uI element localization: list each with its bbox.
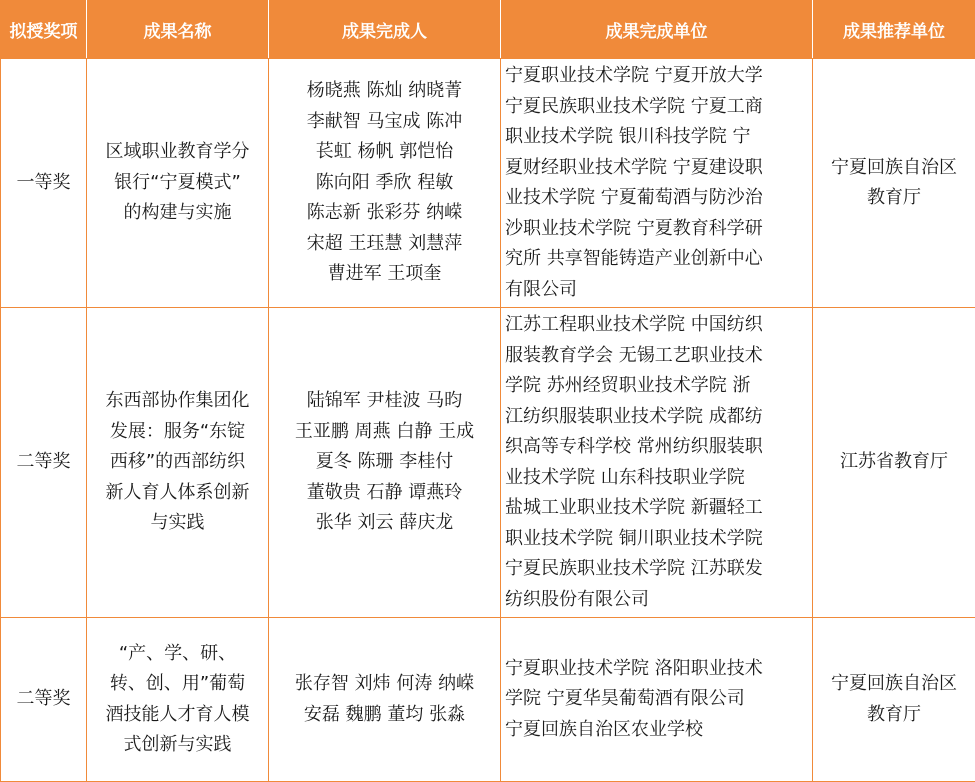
header-row <box>1 1 975 59</box>
text-line: 江苏工程职业技术学院 中国纺织 <box>505 310 810 341</box>
text-line: 织高等专科学校 常州纺织服装职 <box>505 432 810 463</box>
text-line: 张华 刘云 薛庆龙 <box>273 508 496 539</box>
text-line: 宁夏回族自治区农业学校 <box>505 715 810 746</box>
text-line: 江苏省教育厅 <box>819 447 969 478</box>
text-line: 与实践 <box>93 508 262 539</box>
text-line: 酒技能人才育人模 <box>93 700 262 731</box>
text-line: 盐城工业职业技术学院 新疆轻工 <box>505 493 810 524</box>
text-line: 杨晓燕 陈灿 纳晓菁 <box>273 76 496 107</box>
text-line: 教育厅 <box>819 183 969 214</box>
text-line: 区域职业教育学分 <box>93 137 262 168</box>
text-line: 的构建与实施 <box>93 198 262 229</box>
text-line: 东西部协作集团化 <box>93 386 262 417</box>
text-line: 宁夏民族职业技术学院 江苏联发 <box>505 554 810 585</box>
completing-units-cell <box>501 308 813 618</box>
text-line: 服装教育学会 无锡工艺职业技术 <box>505 341 810 372</box>
completing-units-cell <box>501 59 813 308</box>
text-line: 陈向阳 季欣 程敏 <box>273 168 496 199</box>
text-line: 陈志新 张彩芬 纳嵘 <box>273 198 496 229</box>
recommending-unit-cell <box>813 618 975 782</box>
text-line: 宁夏职业技术学院 宁夏开放大学 <box>505 61 810 92</box>
text-line: 张存智 刘炜 何涛 纳嵘 <box>273 669 496 700</box>
text-line: 宋超 王珏慧 刘慧萍 <box>273 229 496 260</box>
table-row <box>1 59 975 308</box>
text-line: 转、创、用”葡萄 <box>93 669 262 700</box>
completers-cell <box>269 59 501 308</box>
text-line: 夏财经职业技术学院 宁夏建设职 <box>505 153 810 184</box>
text-line: 曹进军 王项奎 <box>273 259 496 290</box>
text-line: 李献智 马宝成 陈冲 <box>273 107 496 138</box>
text-line: 王亚鹏 周燕 白静 王成 <box>273 417 496 448</box>
completers-cell <box>269 618 501 782</box>
text-line: 职业技术学院 铜川职业技术学院 <box>505 524 810 555</box>
text-line: 发展：服务“东锭 <box>93 417 262 448</box>
text-line: 宁夏民族职业技术学院 宁夏工商 <box>505 92 810 123</box>
text-line: 学院 苏州经贸职业技术学院 浙 <box>505 371 810 402</box>
recommending-unit-cell <box>813 59 975 308</box>
award-cell: 二等奖 <box>1 308 87 618</box>
text-line: 宁夏回族自治区 <box>819 153 969 184</box>
text-line: 宁夏职业技术学院 洛阳职业技术 <box>505 654 810 685</box>
text-line: 苌虹 杨帆 郭恺怡 <box>273 137 496 168</box>
text-line: 董敬贵 石静 谭燕玲 <box>273 478 496 509</box>
text-line: 职业技术学院 银川科技学院 宁 <box>505 122 810 153</box>
header-achievement-name: 成果名称 <box>87 1 269 59</box>
header-completers: 成果完成人 <box>269 1 501 59</box>
completers-cell <box>269 308 501 618</box>
table-row <box>1 618 975 782</box>
achievement-name-cell <box>87 59 269 308</box>
text-line: 沙职业技术学院 宁夏教育科学研 <box>505 214 810 245</box>
text-line: 江纺织服装职业技术学院 成都纺 <box>505 402 810 433</box>
table-row <box>1 308 975 618</box>
text-line: 新人育人体系创新 <box>93 478 262 509</box>
recommending-unit-cell <box>813 308 975 618</box>
text-line: 式创新与实践 <box>93 730 262 761</box>
text-line: 纺织股份有限公司 <box>505 585 810 616</box>
text-line: 陆锦军 尹桂波 马昀 <box>273 386 496 417</box>
header-recommending-unit: 成果推荐单位 <box>813 1 975 59</box>
header-completing-units: 成果完成单位 <box>501 1 813 59</box>
award-cell: 二等奖 <box>1 618 87 782</box>
achievement-name-cell <box>87 308 269 618</box>
text-line: 教育厅 <box>819 700 969 731</box>
text-line: “产、学、研、 <box>93 639 262 670</box>
text-line: 究所 共享智能铸造产业创新中心 <box>505 244 810 275</box>
completing-units-cell <box>501 618 813 782</box>
text-line: 夏冬 陈珊 李桂付 <box>273 447 496 478</box>
text-line: 安磊 魏鹏 董均 张淼 <box>273 700 496 731</box>
text-line: 业技术学院 宁夏葡萄酒与防沙治 <box>505 183 810 214</box>
achievement-name-cell <box>87 618 269 782</box>
text-line: 宁夏回族自治区 <box>819 669 969 700</box>
text-line: 业技术学院 山东科技职业学院 <box>505 463 810 494</box>
award-cell: 一等奖 <box>1 59 87 308</box>
text-line: 西移”的西部纺织 <box>93 447 262 478</box>
text-line: 学院 宁夏华昊葡萄酒有限公司 <box>505 684 810 715</box>
header-award: 拟授奖项 <box>1 1 87 59</box>
text-line: 银行“宁夏模式” <box>93 168 262 199</box>
text-line: 有限公司 <box>505 275 810 306</box>
